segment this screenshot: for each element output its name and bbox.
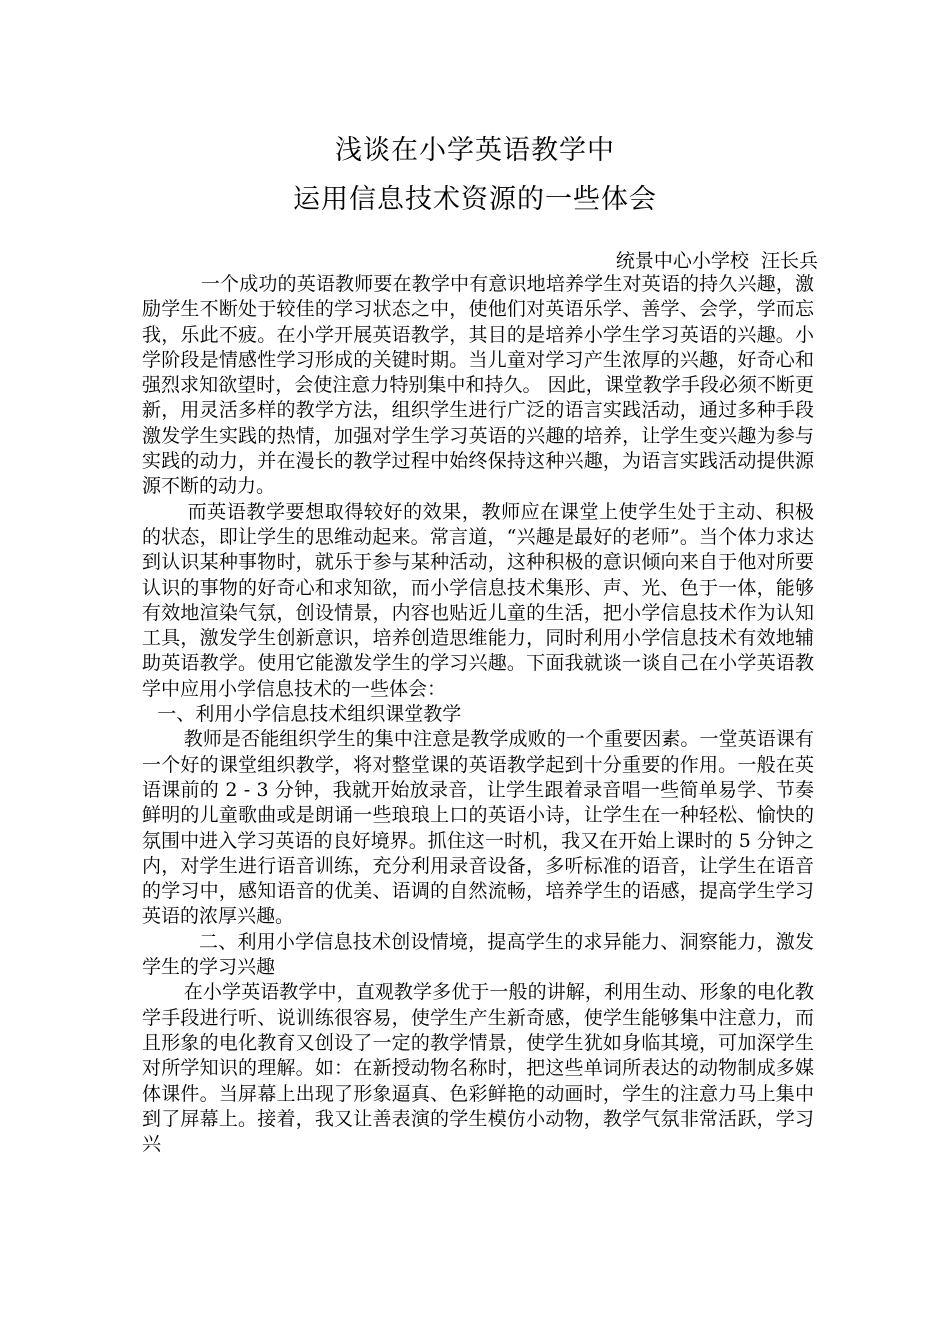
title-line-2: 运用信息技术资源的一些体会 <box>293 184 657 215</box>
paragraph-section-2: 在小学英语教学中，直观教学多优于一般的讲解，利用生动、形象的电化教学手段进行听、说训练很容易，使学生产生新奇感，使学生能够集中注意力，而且形象的电化教育又创设了一定的教学情景，使学生犹如身临其境，可加深学生对所学知识的理解。如：在新授动物名称时，把这些单词所表达的动物制成多媒体课件。当屏幕上出现了形象逼真、色彩鲜艳的动画时，学生的注意力马上集中到了屏幕上。接着，我又让善表演的学生模仿小动物，教学气氛非常活跃，学习兴 <box>142 981 814 1156</box>
section-heading-1: 一、利用小学信息技术组织课堂教学 <box>157 703 462 726</box>
section-heading-2: 二、利用小学信息技术创设情境，提高学生的求异能力、洞察能力，激发学生的学习兴趣 <box>142 930 814 979</box>
paragraph-section-1: 教师是否能组织学生的集中注意是教学成败的一个重要因素。一堂英语课有一个好的课堂组织教学，将对整堂课的英语教学起到十分重要的作用。一般在英语课前的 2 - 3 分钟，我就开始放录音，让学生跟着录音唱一些简单易学、节奏鲜明的儿童歌曲或是朗诵一些琅琅上口的英语小诗，让学生在一种轻松、愉快的氛围中进入学习英语的良好境界。抓住这一时机，我又在开始上课时的 5 分钟之内，对学生进行语音训练，充分利用录音设备，多听标准的语音，让学生在语音的学习中，感知语音的优美、语调的自然流畅，培养学生的语感，提高学生学习英语的浓厚兴趣。 <box>142 728 814 928</box>
author-line: 统景中心小学校 汪长兵 <box>615 250 818 272</box>
paragraph-interest: 而英语教学要想取得较好的效果，教师应在课堂上使学生处于主动、积极的状态，即让学生的思维动起来。常言道，“兴趣是最好的老师”。当个体力求达到认识某种事物时，就乐于参与某种活动，这种积极的意识倾向来自于他对所要认识的事物的好奇心和求知欲，而小学信息技术集形、声、光、色于一体，能够有效地渲染气氛，创设情景，内容也贴近儿童的生活，把小学信息技术作为认知工具，激发学生创新意识，培养创造思维能力，同时利用小学信息技术有效地辅助英语教学。使用它能激发学生的学习兴趣。下面我就谈一谈自己在小学英语教学中应用小学信息技术的一些体会： <box>142 500 814 700</box>
document-body <box>142 272 814 1157</box>
paragraph-intro: 一个成功的英语教师要在教学中有意识地培养学生对英语的持久兴趣，激励学生不断处于较佳的学习状态之中，使他们对英语乐学、善学、会学，学而忘我，乐此不疲。在小学开展英语教学，其目的是培养小学生学习英语的兴趣。小学阶段是情感性学习形成的关键时期。当儿童对学习产生浓厚的兴趣，好奇心和强烈求知欲望时，会使注意力特别集中和持久。 因此，课堂教学手段必须不断更新，用灵活多样的教学方法，组织学生进行广泛的语言实践活动，通过多种手段激发学生实践的热情，加强对学生学习英语的兴趣的培养，让学生变兴趣为参与实践的动力，并在漫长的教学过程中始终保持这种兴趣，为语言实践活动提供源源不断的动力。 <box>142 273 814 498</box>
title-line-1: 浅谈在小学英语教学中 <box>335 135 615 166</box>
